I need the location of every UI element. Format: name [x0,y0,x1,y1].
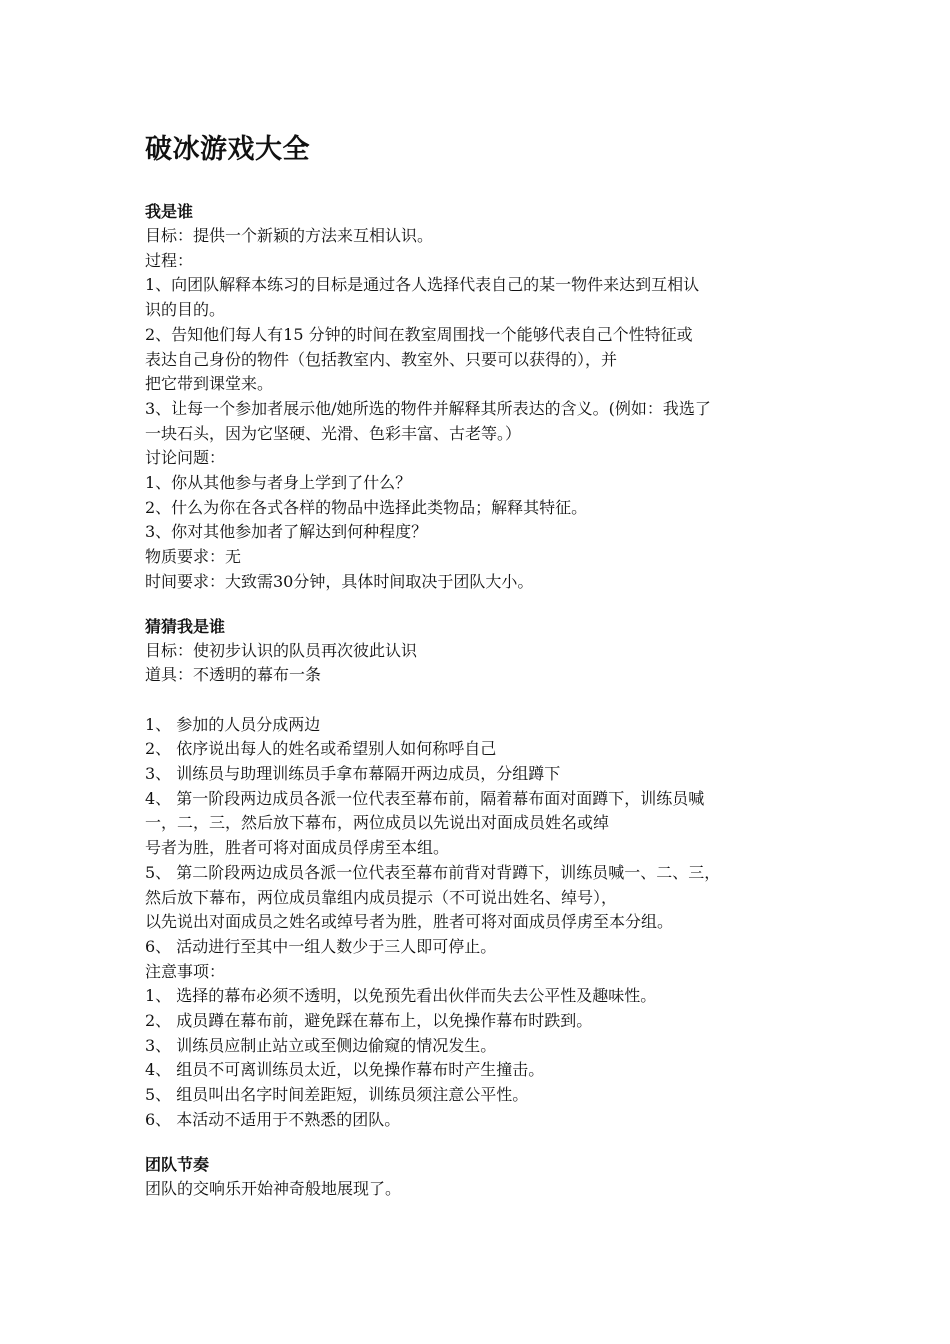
text-line: 6、 本活动不适用于不熟悉的团队。 [145,1109,401,1129]
text-line: 物质要求：无 [145,547,242,567]
text-line: 1、 选择的幕布必须不透明，以免预先看出伙伴而失去公平性及趣味性。 [145,986,657,1006]
text-line: 目标：提供一个新颖的方法来互相认识。 [145,226,434,245]
text-line: 2、告知他们每人有15 分钟的时间在教室周围找一个能够代表自己个性特征或 [145,324,693,344]
text-line: 识的目的。 [145,300,226,320]
text-line: 时间要求：大致需30分钟，具体时间取决于团队大小。 [145,571,534,591]
text-line: 讨论问题： [145,448,226,468]
text-line: 3、 训练员与助理训练员手拿布幕隔开两边成员，分组蹲下 [145,764,561,784]
text-line: 号者为胜，胜者可将对面成员俘虏至本组。 [145,838,450,858]
text-line: 2、什么为你在各式各样的物品中选择此类物品；解释其特征。 [145,497,588,517]
text-line: 4、 第一阶段两边成员各派一位代表至幕布前，隔着幕布面对面蹲下，训练员喊 [145,788,705,808]
text-line: 团队的交响乐开始神奇般地展现了。 [145,1178,402,1198]
text-line: 6、 活动进行至其中一组人数少于三人即可停止。 [145,936,497,956]
section [145,1153,810,1202]
section-title: 我是谁 [145,202,194,221]
text-line: 2、 依序说出每人的姓名或希望别人如何称呼自己 [145,739,497,759]
text-line: 5、 组员叫出名字时间差距短，训练员须注意公平性。 [145,1085,529,1105]
text-line: 1、你从其他参与者身上学到了什么？ [145,473,412,493]
text-line: 表达自己身份的物件（包括教室内、教室外、只要可以获得的），并 [145,349,618,369]
text-line: 3、让每一个参加者展示他/她所选的物件并解释其所表达的含义。(例如：我选了 [145,398,711,418]
text-line: 1、向团队解释本练习的目标是通过各人选择代表自己的某一物件来达到互相认 [145,275,700,295]
text-line: 5、 第二阶段两边成员各派一位代表至幕布前背对背蹲下，训练员喊一、二、三， [145,862,721,882]
text-line: 然后放下幕布，两位成员靠组内成员提示（不可说出姓名、绰号）， [145,887,618,907]
text-line: 以先说出对面成员之姓名或绰号者为胜，胜者可将对面成员俘虏至本分组。 [145,912,674,932]
section [145,615,810,1133]
text-line: 3、你对其他参加者了解达到何种程度？ [145,522,428,542]
section [145,200,810,595]
sections-container [145,200,810,1201]
section-title: 团队节奏 [145,1154,210,1174]
text-line: 目标：使初步认识的队员再次彼此认识 [145,640,418,660]
document-title: 破冰游戏大全 [145,134,310,165]
text-line: 4、 组员不可离训练员太近，以免操作幕布时产生撞击。 [145,1060,545,1080]
text-line: 一块石头，因为它坚硬、光滑、色彩丰富、古老等。） [145,423,522,443]
blank-line [145,688,810,713]
text-line: 3、 训练员应制止站立或至侧边偷窥的情况发生。 [145,1035,497,1055]
text-line: 1、 参加的人员分成两边 [145,714,321,734]
text-line: 一，二，三，然后放下幕布，两位成员以先说出对面成员姓名或绰 [145,813,610,833]
text-line: 把它带到课堂来。 [145,374,274,394]
text-line: 道具：不透明的幕布一条 [145,665,322,685]
text-line: 注意事项： [145,961,226,981]
text-line: 2、 成员蹲在幕布前，避免踩在幕布上，以免操作幕布时跌到。 [145,1011,593,1031]
document-page [145,130,810,1221]
text-line: 过程： [145,250,194,270]
section-title: 猜猜我是谁 [145,616,226,636]
